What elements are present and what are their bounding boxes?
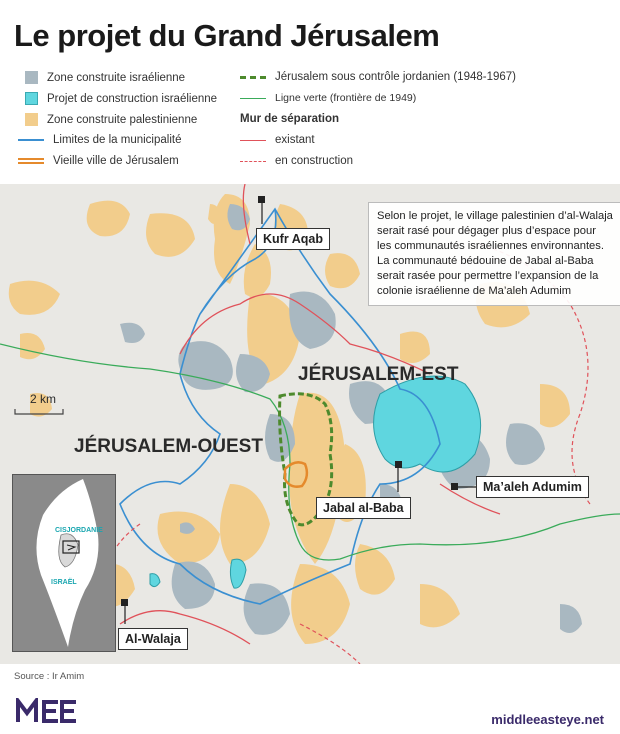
old-city-swatch <box>18 158 44 164</box>
legend-municipal-limits <box>18 134 181 146</box>
legend-label: Jérusalem sous contrôle jordanien (1948-1967) <box>275 71 517 83</box>
legend-wall-existing <box>240 134 315 146</box>
source-note: Source : Ir Amim <box>14 671 85 682</box>
municipal-line-swatch <box>18 139 44 141</box>
israeli-zone-swatch <box>25 71 38 84</box>
label-west-jerusalem: JÉRUSALEM-OUEST <box>74 436 263 457</box>
legend-label: en construction <box>275 155 353 167</box>
place-jabal-al-baba[interactable]: Jabal al-Baba <box>316 497 411 519</box>
legend-israeli-project <box>25 92 217 105</box>
legend-wall-heading: Mur de séparation <box>240 113 340 125</box>
wall-construction-swatch <box>240 161 266 162</box>
legend-label: Zone construite israélienne <box>47 71 186 84</box>
green-line-swatch <box>240 98 266 99</box>
scale-label: 2 km <box>30 392 57 406</box>
project-swatch <box>25 92 38 105</box>
place-kufr-aqab[interactable]: Kufr Aqab <box>256 228 330 250</box>
legend-green-line <box>240 92 416 104</box>
mee-logo-mark <box>16 698 78 724</box>
brand-link[interactable]: middleeasteye.net <box>491 712 604 727</box>
legend-label: Vieille ville de Jérusalem <box>53 155 179 167</box>
info-note: Selon le projet, le village palestinien d’al-Walaja serait rasé pour dégager plus d’espace pour les communautés israéliennes environnantes. La communauté bédouine de Jabal al-Baba serait rasée pour permettre l’expansion de la colonie israélienne de Ma’aleh Adumim <box>368 202 620 306</box>
jordan-line-swatch <box>240 76 266 79</box>
legend-old-city <box>18 155 179 167</box>
legend-label: existant <box>275 134 315 146</box>
legend-label: Ligne verte (frontière de 1949) <box>275 92 417 104</box>
mee-logo <box>16 698 78 729</box>
label-east-jerusalem: JÉRUSALEM-EST <box>298 364 459 385</box>
locator-inset <box>12 474 116 652</box>
legend-label: Limites de la municipalité <box>53 134 182 146</box>
place-al-walaja[interactable]: Al-Walaja <box>118 628 188 650</box>
wall-existing-swatch <box>240 140 266 141</box>
palestinian-zone-swatch <box>25 113 38 126</box>
legend-palestinian-zone <box>25 113 197 126</box>
kufr-aqab-marker <box>258 196 265 203</box>
legend-israeli-zone <box>25 71 185 84</box>
legend-wall-construction <box>240 155 353 167</box>
legend <box>0 66 620 181</box>
place-maaleh-adumim[interactable]: Ma’aleh Adumim <box>476 476 589 498</box>
inset-label-israel: ISRAËL <box>51 579 77 586</box>
jabal-al-baba-marker <box>395 461 402 468</box>
maaleh-adumim-marker <box>451 483 458 490</box>
al-walaja-marker <box>121 599 128 606</box>
page-title: Le projet du Grand Jérusalem <box>14 18 440 53</box>
legend-label: Zone construite palestinienne <box>47 113 198 126</box>
legend-label: Projet de construction israélienne <box>47 92 218 105</box>
inset-map <box>13 475 115 651</box>
legend-jordan-control <box>240 71 516 83</box>
inset-label-cisjordanie: CISJORDANIE <box>55 527 103 534</box>
